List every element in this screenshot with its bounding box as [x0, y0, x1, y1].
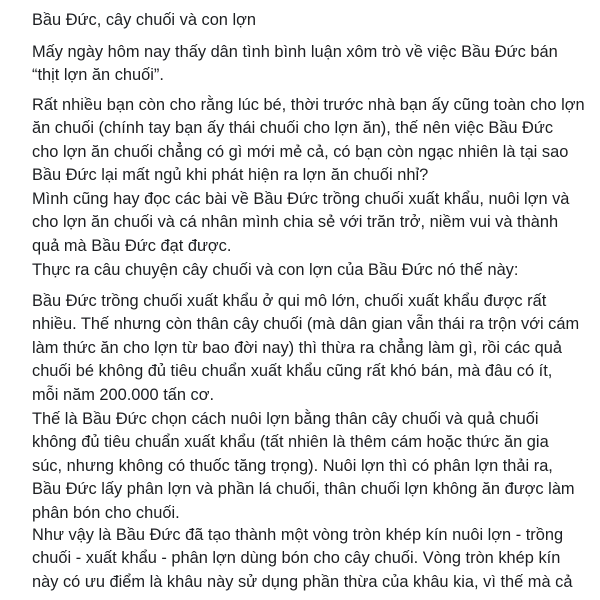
- text-line: ăn chuối (chính tay bạn ấy thái chuối cho lợn ăn), thế nên việc Bầu Đức: [32, 119, 554, 138]
- text-line: súc, nhưng không có thuốc tăng trọng). Nuôi lợn thì có phân lợn thải ra,: [32, 456, 553, 475]
- paragraph-1: [32, 41, 558, 88]
- text-line: cho lợn ăn chuối và cá nhân mình chia sẻ với trăn trở, niềm vui và thành: [32, 213, 559, 232]
- text-line: làm thức ăn cho lợn từ bao đời nay) thì thừa ra chẳng làm gì, rồi các quả: [32, 338, 563, 357]
- text-line: phân bón cho chuối.: [32, 503, 180, 522]
- text-line: Như vậy là Bầu Đức đã tạo thành một vòng tròn khép kín nuôi lợn - trồng: [32, 526, 564, 544]
- text-line: mỗi năm 200.000 tấn cơ.: [32, 385, 215, 404]
- text-line: Thế là Bầu Đức chọn cách nuôi lợn bằng thân cây chuối và quả chuối: [32, 410, 539, 428]
- text-line: không đủ tiêu chuẩn xuất khẩu (tất nhiên là thêm cám hoặc thức ăn gia: [32, 433, 549, 452]
- text-line: Mấy ngày hôm nay thấy dân tình bình luận xôm trò về việc Bầu Đức bán: [32, 43, 558, 61]
- paragraph-7: [32, 524, 572, 594]
- text-line: Mình cũng hay đọc các bài về Bầu Đức trồng chuối xuất khẩu, nuôi lợn và: [32, 190, 570, 208]
- text-line: Thực ra câu chuyện cây chuối và con lợn của Bầu Đức nó thế này:: [32, 261, 519, 279]
- text-line: nhiều. Thế nhưng còn thân cây chuối (mà dân gian vẫn thái ra trộn với cám: [32, 315, 580, 334]
- text-line: Rất nhiều bạn còn cho rằng lúc bé, thời trước nhà bạn ấy cũng toàn cho lợn: [32, 96, 585, 114]
- text-line: chuối bé không đủ tiêu chuẩn xuất khẩu cũng rất khó bán, mà đâu có ít,: [32, 362, 553, 381]
- paragraph-2: [32, 94, 585, 188]
- paragraph-3: [32, 188, 569, 258]
- text-line: này có ưu điểm là khâu này sử dụng phần thừa của khâu kia, vì thế mà cả: [32, 572, 573, 591]
- text-line: Bầu Đức lại mất ngủ khi phát hiện ra lợn ăn chuối nhỉ?: [32, 166, 429, 185]
- text-line: Bầu Đức trồng chuối xuất khẩu ở qui mô lớn, chuối xuất khẩu được rất: [32, 292, 547, 310]
- text-line: cho lợn ăn chuối chẳng có gì mới mẻ cả, có bạn còn ngạc nhiên là tại sao: [32, 142, 569, 161]
- paragraph-5: [32, 290, 579, 407]
- paragraph-6: [32, 408, 575, 525]
- text-line: Bầu Đức lấy phân lợn và phần lá chuối, thân chuối lợn không ăn được làm: [32, 480, 575, 499]
- post-title: Bầu Đức, cây chuối và con lợn: [32, 11, 256, 29]
- text-line: chuối - xuất khẩu - phân lợn dùng bón cho cây chuối. Vòng tròn khép kín: [32, 549, 561, 568]
- text-line: quả mà Bầu Đức đạt được.: [32, 236, 232, 255]
- text-line: “thịt lợn ăn chuối”.: [32, 66, 164, 85]
- paragraph-4: [32, 259, 518, 282]
